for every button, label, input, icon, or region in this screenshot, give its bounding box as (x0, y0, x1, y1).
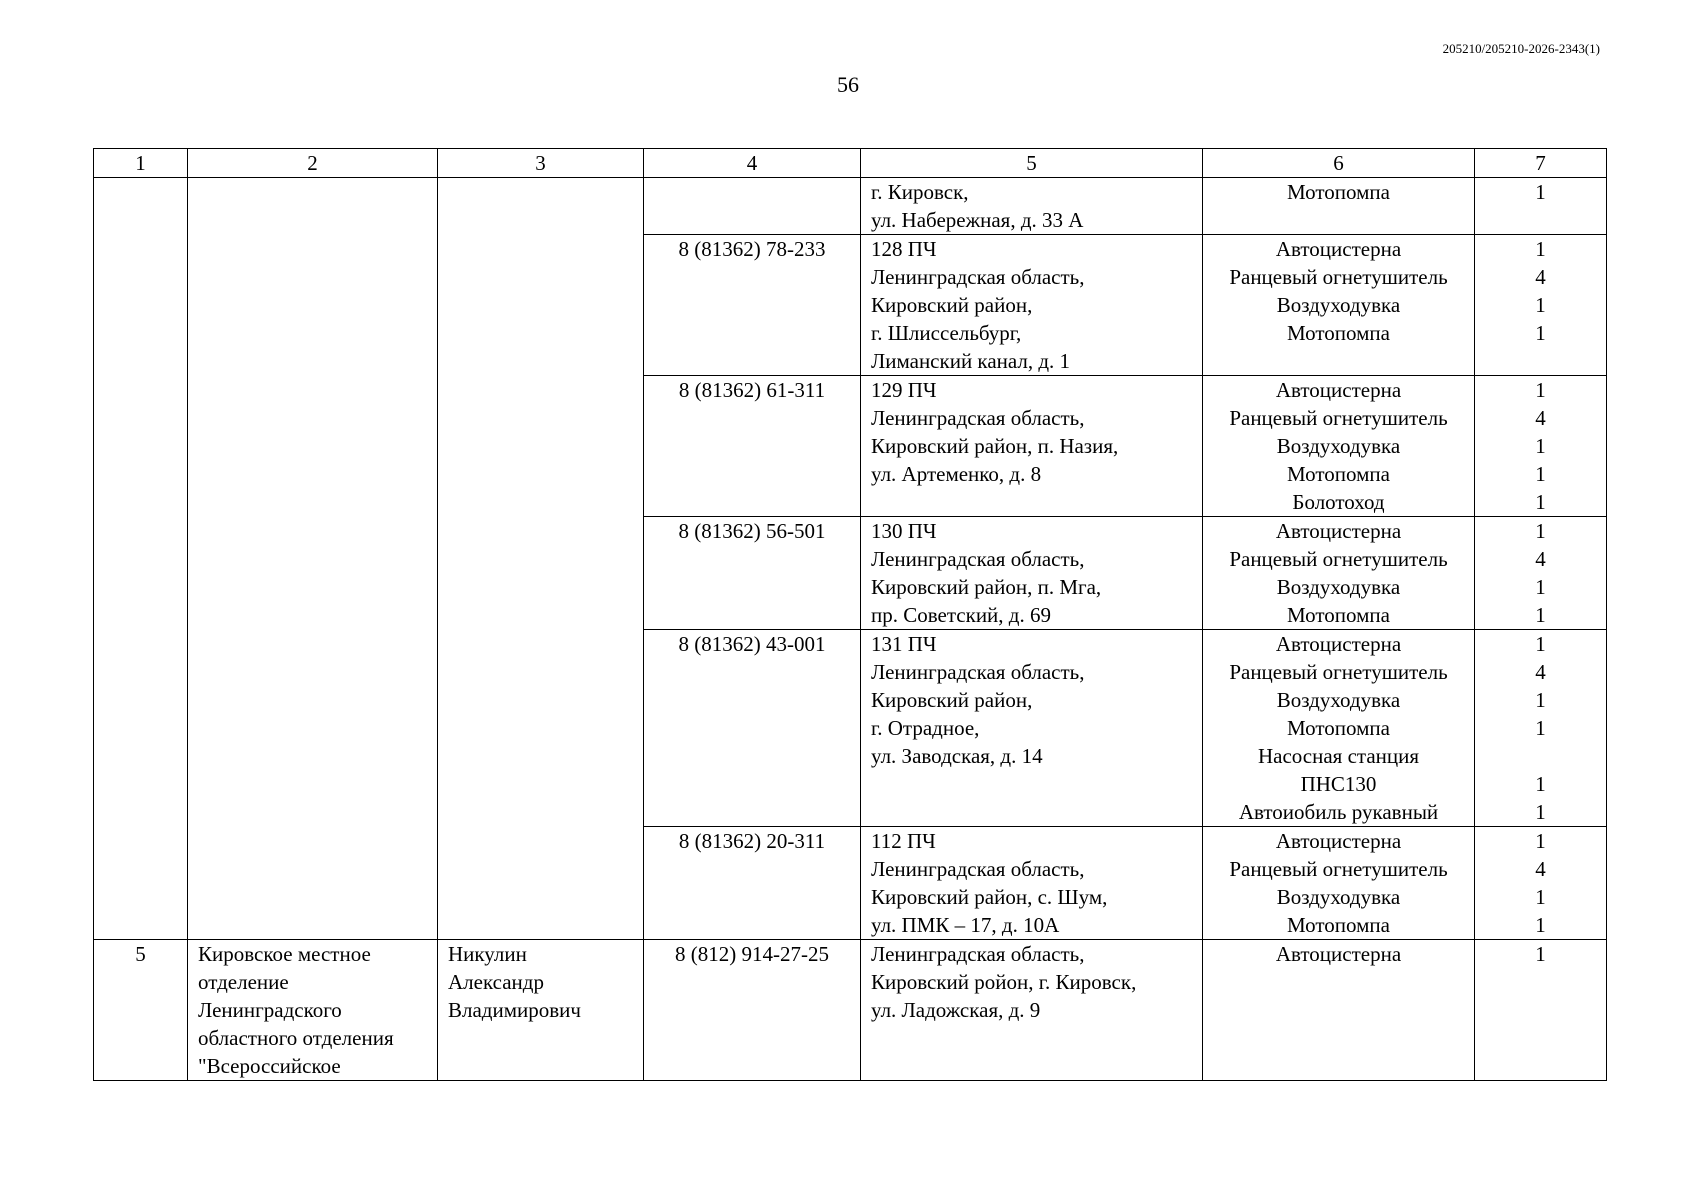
count-value: 1 (1535, 716, 1546, 740)
address-cell (861, 630, 1203, 827)
address-line: Ленинградская область, (871, 265, 1085, 289)
equipment-item: Автоцистерна (1275, 237, 1402, 261)
column-header: 1 (94, 149, 188, 178)
address-cell (861, 517, 1203, 630)
equipment-item: Ранцевый огнетушитель (1229, 406, 1448, 430)
count-value: 1 (1535, 800, 1546, 824)
equipment-item: Воздуходувка (1276, 293, 1401, 317)
phone-cell: 8 (81362) 61-311 (644, 376, 861, 517)
head-person-line: Никулин (448, 942, 527, 966)
address-line: г. Шлиссельбург, (871, 321, 1022, 345)
count-value: 1 (1535, 913, 1546, 937)
count-value: 1 (1535, 378, 1546, 402)
phone-cell: 8 (81362) 78-233 (644, 235, 861, 376)
page-number: 56 (837, 72, 859, 97)
equipment-item: Автоцистерна (1275, 829, 1402, 853)
count-value: 4 (1535, 857, 1546, 881)
count-value: 1 (1535, 519, 1546, 543)
head-person-line: Александр (448, 970, 544, 994)
address-cell (861, 376, 1203, 517)
equipment-item: Болотоход (1292, 490, 1385, 514)
equipment-cell (1203, 517, 1475, 630)
count-value: 4 (1535, 406, 1546, 430)
count-value: 1 (1535, 180, 1546, 204)
column-header: 6 (1203, 149, 1475, 178)
address-line: Кировский район, (871, 688, 1033, 712)
equipment-item: Мотопомпа (1287, 913, 1390, 937)
organization-cell (188, 178, 438, 940)
count-value: 4 (1535, 660, 1546, 684)
equipment-item: Автоиобиль рукавный (1238, 800, 1439, 824)
organization-line: отделение (198, 970, 289, 994)
organization-line: областного отделения (198, 1026, 394, 1050)
address-cell (861, 827, 1203, 940)
equipment-item: Ранцевый огнетушитель (1229, 265, 1448, 289)
count-value: 1 (1535, 237, 1546, 261)
table-row (94, 178, 1607, 235)
count-value: 1 (1535, 462, 1546, 486)
address-line: Ленинградская область, (871, 857, 1085, 881)
equipment-cell (1203, 178, 1475, 235)
address-line: Кировский район, п. Назия, (871, 434, 1119, 458)
organization-line: "Всероссийское (198, 1054, 341, 1078)
count-value: 1 (1535, 772, 1546, 796)
address-line: г. Отрадное, (871, 716, 980, 740)
address-line: ул. Набережная, д. 33 А (871, 208, 1084, 232)
equipment-cell (1203, 235, 1475, 376)
count-cell (1475, 235, 1607, 376)
equipment-item: Автоцистерна (1275, 632, 1402, 656)
count-cell (1475, 517, 1607, 630)
phone-cell (644, 178, 861, 235)
count-value: 1 (1535, 575, 1546, 599)
column-header: 2 (188, 149, 438, 178)
count-cell (1475, 940, 1607, 1081)
equipment-cell (1203, 630, 1475, 827)
column-header: 4 (644, 149, 861, 178)
equipment-item: Мотопомпа (1287, 716, 1390, 740)
address-line: 130 ПЧ (871, 519, 937, 543)
address-line: Кировский район, (871, 293, 1033, 317)
address-line: Лиманский канал, д. 1 (871, 349, 1071, 373)
count-value (1485, 742, 1596, 770)
row-number-cell: 5 (94, 940, 188, 1081)
organization-line: Кировское местное (198, 942, 371, 966)
address-line: 131 ПЧ (871, 632, 937, 656)
organization-cell (188, 940, 438, 1081)
phone-cell: 8 (81362) 20-311 (644, 827, 861, 940)
column-header: 5 (861, 149, 1203, 178)
equipment-item: Ранцевый огнетушитель (1229, 857, 1448, 881)
count-value: 1 (1535, 829, 1546, 853)
address-line: Ленинградская область, (871, 547, 1085, 571)
equipment-item: Автоцистерна (1275, 942, 1402, 966)
equipment-item: Мотопомпа (1287, 462, 1390, 486)
phone-cell: 8 (81362) 43-001 (644, 630, 861, 827)
equipment-cell (1203, 940, 1475, 1081)
equipment-item: Автоцистерна (1275, 378, 1402, 402)
count-value: 1 (1535, 603, 1546, 627)
address-line: Кировский ройон, г. Кировск, (871, 970, 1137, 994)
address-line: Ленинградская область, (871, 942, 1085, 966)
address-line: ул. Заводская, д. 14 (871, 744, 1043, 768)
head-person-line: Владимирович (448, 998, 581, 1022)
equipment-item: Мотопомпа (1287, 180, 1390, 204)
equipment-item: Мотопомпа (1287, 603, 1390, 627)
address-cell (861, 940, 1203, 1081)
address-cell (861, 178, 1203, 235)
table-row (94, 940, 1607, 1081)
address-line: г. Кировск, (871, 180, 969, 204)
count-cell (1475, 827, 1607, 940)
address-line: пр. Советский, д. 69 (871, 603, 1051, 627)
equipment-item: Автоцистерна (1275, 519, 1402, 543)
count-cell (1475, 376, 1607, 517)
address-line: 128 ПЧ (871, 237, 937, 261)
equipment-cell (1203, 827, 1475, 940)
count-value: 1 (1535, 885, 1546, 909)
address-line: Кировский район, с. Шум, (871, 885, 1108, 909)
count-value: 1 (1535, 321, 1546, 345)
head-person-cell (438, 178, 644, 940)
count-value: 4 (1535, 547, 1546, 571)
address-line: Ленинградская область, (871, 406, 1085, 430)
address-line: Кировский район, п. Мга, (871, 575, 1102, 599)
equipment-item: Насосная станция (1257, 744, 1420, 768)
count-cell (1475, 178, 1607, 235)
count-value: 1 (1535, 632, 1546, 656)
address-line: ул. ПМК – 17, д. 10А (871, 913, 1060, 937)
count-value: 1 (1535, 434, 1546, 458)
equipment-cell (1203, 376, 1475, 517)
organization-line: Ленинградского (198, 998, 342, 1022)
count-value: 1 (1535, 942, 1546, 966)
count-value: 1 (1535, 688, 1546, 712)
row-number-cell (94, 178, 188, 940)
count-value: 1 (1535, 293, 1546, 317)
address-line: 129 ПЧ (871, 378, 937, 402)
equipment-item: Ранцевый огнетушитель (1229, 547, 1448, 571)
equipment-table (93, 148, 1607, 1081)
column-header: 3 (438, 149, 644, 178)
count-value: 4 (1535, 265, 1546, 289)
phone-cell: 8 (812) 914-27-25 (644, 940, 861, 1081)
equipment-item: Мотопомпа (1287, 321, 1390, 345)
address-cell (861, 235, 1203, 376)
head-person-cell (438, 940, 644, 1081)
address-line: ул. Артеменко, д. 8 (871, 462, 1042, 486)
column-header: 7 (1475, 149, 1607, 178)
equipment-item: Воздуходувка (1276, 688, 1401, 712)
address-line: 112 ПЧ (871, 829, 936, 853)
address-line: Ленинградская область, (871, 660, 1085, 684)
equipment-item: Воздуходувка (1276, 434, 1401, 458)
column-number-row (94, 149, 1607, 178)
count-value: 1 (1535, 490, 1546, 514)
phone-cell: 8 (81362) 56-501 (644, 517, 861, 630)
equipment-item: ПНС130 (1300, 772, 1377, 796)
equipment-item: Ранцевый огнетушитель (1229, 660, 1448, 684)
count-cell (1475, 630, 1607, 827)
address-line: ул. Ладожская, д. 9 (871, 998, 1041, 1022)
equipment-item: Воздуходувка (1276, 575, 1401, 599)
document-id: 205210/205210-2026-2343(1) (1442, 41, 1600, 56)
equipment-item: Воздуходувка (1276, 885, 1401, 909)
